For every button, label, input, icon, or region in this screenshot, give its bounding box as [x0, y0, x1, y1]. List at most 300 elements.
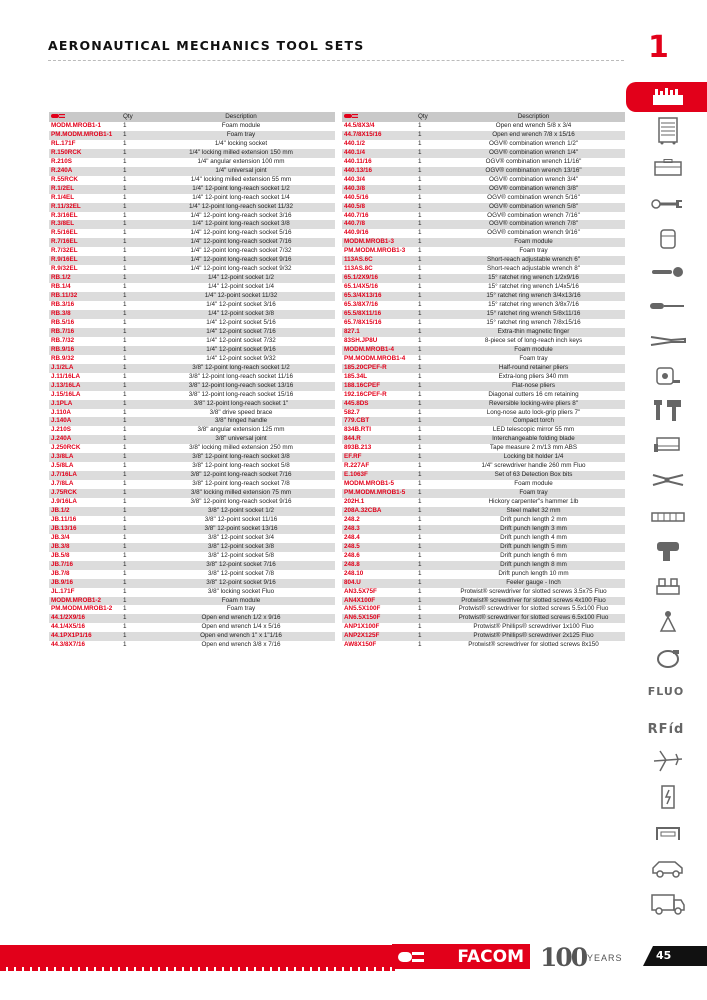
- quantity: 1: [117, 203, 147, 212]
- quantity: 1: [418, 139, 422, 147]
- part-reference: 44.1/2X9/16: [49, 614, 117, 623]
- hose-clamp-icon[interactable]: [646, 648, 690, 670]
- description: 1/4" 12-point long-reach socket 1/2: [147, 185, 335, 194]
- quantity: 1: [117, 346, 147, 355]
- part-reference: JB.7/16: [49, 561, 117, 570]
- description: Protwist® Phillips® screwdriver 2x125 Fluo: [442, 632, 625, 641]
- description: 3/8" 12-point socket 3/4: [208, 533, 274, 541]
- page-number: 45: [656, 949, 672, 962]
- part-reference: RB.1/4: [51, 283, 71, 291]
- table-row: [342, 319, 625, 328]
- part-reference: J.110A: [51, 408, 71, 416]
- quantity: 1: [123, 193, 127, 201]
- table-row: [342, 400, 625, 409]
- centenary-number: 100: [540, 943, 587, 972]
- part-reference: 440.5/16: [344, 193, 369, 201]
- quantity: 1: [123, 175, 127, 183]
- quantity: 1: [418, 301, 422, 309]
- part-reference: JB.9/16: [49, 579, 117, 588]
- table-row: [49, 274, 335, 283]
- table-row: [49, 301, 335, 310]
- description: Foam module: [442, 346, 625, 355]
- table-row: [342, 489, 625, 498]
- description: 1/4" universal joint: [147, 167, 335, 176]
- table-row: [342, 220, 625, 229]
- qty-header: Qty: [117, 112, 147, 122]
- quantity: 1: [123, 354, 127, 362]
- part-reference: 113AS.8C: [344, 265, 373, 273]
- quantity: 1: [418, 175, 422, 183]
- quantity: 1: [418, 336, 422, 344]
- table-row: [49, 417, 335, 426]
- quantity: 1: [123, 229, 127, 237]
- part-reference: AN3.5X75F: [344, 587, 377, 595]
- description: Protwist® screwdriver for slotted screws 3.5x75 Fluo: [460, 587, 607, 595]
- table-row: [342, 588, 625, 597]
- description: Steel mallet 32 mm: [442, 507, 625, 516]
- part-reference: EF.RF: [342, 453, 412, 462]
- quantity: 1: [123, 211, 127, 219]
- description: 3/8" universal joint: [147, 435, 335, 444]
- quantity: 1: [412, 417, 442, 426]
- vise-icon[interactable]: [646, 576, 690, 598]
- part-reference: JB.3/4: [51, 533, 70, 541]
- quantity: 1: [418, 569, 422, 577]
- truck-icon[interactable]: [646, 893, 690, 915]
- quantity: 1: [412, 328, 442, 337]
- description: 1/4" 12-point socket 1/2: [147, 274, 335, 283]
- table-row: [49, 623, 335, 632]
- description: 1/4" 12-point long-reach socket 5/16: [190, 229, 292, 237]
- table-row: [342, 498, 625, 507]
- table-row: [49, 265, 335, 274]
- part-reference: 844.R: [342, 435, 412, 444]
- part-reference: J.13/16LA: [49, 382, 117, 391]
- table-row: [49, 176, 335, 185]
- description: Open end wrench 3/8 x 7/16: [201, 641, 281, 649]
- table-row: [49, 409, 335, 418]
- description: Drift punch length 4 mm: [500, 533, 567, 541]
- part-reference: JB.1/2: [49, 507, 117, 516]
- description: Interchangeable folding blade: [442, 435, 625, 444]
- quantity: 1: [117, 256, 147, 265]
- table-row: [49, 534, 335, 543]
- table-row: [49, 238, 335, 247]
- quantity: 1: [123, 408, 127, 416]
- part-reference: PM.MODM.MROB1-5: [342, 489, 412, 498]
- tape-measure-icon[interactable]: [646, 365, 690, 387]
- description: Protwist® screwdriver for slotted screws 8x150: [468, 641, 599, 649]
- description: 1/4" angular extension 100 mm: [197, 157, 285, 165]
- part-reference: R.5/16EL: [51, 229, 78, 237]
- table-row: [49, 194, 335, 203]
- air-tool-icon[interactable]: [646, 540, 690, 562]
- part-reference: 44.1/4X5/16: [51, 623, 85, 631]
- part-reference: J.140A: [49, 417, 117, 426]
- table-row: [49, 212, 335, 221]
- part-reference: MODM.MROB1-5: [344, 480, 395, 488]
- part-reference: 248.4: [344, 533, 360, 541]
- screwdriver-icon[interactable]: [646, 295, 690, 317]
- quantity: 1: [123, 551, 127, 559]
- description: OGV® combination wrench 7/8": [442, 220, 625, 229]
- table-row: [49, 391, 335, 400]
- quantity: 1: [117, 453, 147, 462]
- description: Protwist® screwdriver for slotted screws 6.5x100 Fluo: [442, 614, 625, 623]
- table-row: [342, 641, 625, 650]
- description: Reversible locking-wire pliers 8": [442, 400, 625, 409]
- description: 3/8" 12-point long-reach socket 7/8: [192, 480, 290, 488]
- description: Open end wrench 1" x 1"1/16: [147, 632, 335, 641]
- table-row: [49, 444, 335, 453]
- part-reference: PM.MODM.MROB1-3: [344, 247, 406, 255]
- description: OGV® combination wrench 3/4": [488, 175, 579, 183]
- table-row: [49, 256, 335, 265]
- quantity: 1: [412, 274, 442, 283]
- parts-table-right: [342, 112, 625, 650]
- description: OGV® combination wrench 11/16": [485, 157, 582, 165]
- part-reference: RB.7/32: [51, 336, 75, 344]
- quantity: 1: [117, 310, 147, 319]
- description: Foam tray: [226, 605, 256, 613]
- description: 1/4" locking socket: [214, 139, 268, 147]
- socket-icon[interactable]: [646, 228, 690, 250]
- description: Extra-thin magnetic finger: [442, 328, 625, 337]
- car-icon[interactable]: [646, 858, 690, 880]
- part-reference: 248.8: [342, 561, 412, 570]
- quantity: 1: [412, 382, 442, 391]
- table-row: [342, 167, 625, 176]
- table-row: [49, 614, 335, 623]
- quantity: 1: [412, 525, 442, 534]
- table-row: [342, 561, 625, 570]
- fluo-label[interactable]: FLUO: [647, 685, 685, 698]
- table-row: [342, 605, 625, 614]
- table-row: [49, 382, 335, 391]
- airplane-icon[interactable]: [646, 750, 690, 772]
- description: Short-reach adjustable wrench 8": [487, 265, 580, 273]
- table-row: [49, 543, 335, 552]
- table-row: [49, 167, 335, 176]
- table-row: [49, 355, 335, 364]
- part-reference: J.7/8LA: [51, 480, 74, 488]
- description: OGV® combination wrench 1/4": [442, 149, 625, 158]
- quantity: 1: [123, 444, 127, 452]
- part-reference: J.9/16LA: [51, 498, 77, 506]
- part-reference: 440.3/8: [342, 185, 412, 194]
- description: 1/4" 12-point socket 3/16: [206, 301, 276, 309]
- part-reference: 65.7/8X15/16: [344, 318, 382, 326]
- quantity: 1: [117, 632, 147, 641]
- part-reference: 834B.RTI: [344, 426, 371, 434]
- quantity: 1: [123, 390, 127, 398]
- description: Foam tray: [519, 247, 548, 255]
- table-row: [342, 632, 625, 641]
- quantity: 1: [117, 131, 147, 140]
- description: 3/8" 12-point long-reach socket 15/16: [188, 390, 294, 398]
- cleaning-icon[interactable]: [646, 611, 690, 633]
- description: 8-piece set of long-reach inch keys: [484, 336, 583, 344]
- facom-mark-icon: [398, 950, 424, 964]
- part-reference: J.11/16LA: [51, 372, 81, 380]
- part-reference: 208A.32CBA: [342, 507, 412, 516]
- part-reference: JB.7/8: [51, 569, 70, 577]
- quantity: 1: [117, 525, 147, 534]
- quantity: 1: [418, 122, 422, 129]
- wrench-icon[interactable]: [646, 193, 690, 215]
- part-reference: J.75RCK: [49, 489, 117, 498]
- table-row: [342, 131, 625, 140]
- table-row: [342, 435, 625, 444]
- quantity: 1: [418, 462, 422, 470]
- quantity: 1: [123, 569, 127, 577]
- table-row: [49, 400, 335, 409]
- part-reference: J.250RCK: [51, 444, 81, 452]
- description: Hickory carpenter"s hammer 1lb: [488, 498, 579, 506]
- quantity: 1: [123, 157, 127, 165]
- description: Drift punch length 2 mm: [500, 515, 567, 523]
- description: Diagonal cutters 16 cm retaining: [488, 390, 579, 398]
- description: 15° ratchet ring wrench 1/2x9/16: [442, 274, 625, 283]
- table-row: [342, 194, 625, 203]
- part-reference: R.7/32EL: [51, 247, 78, 255]
- table-header-row: [342, 112, 625, 122]
- quantity: 1: [117, 185, 147, 194]
- part-reference: 83SH.JP8U: [344, 336, 378, 344]
- part-reference: AN5.5X100F: [344, 605, 381, 613]
- table-row: [49, 220, 335, 229]
- description: Set of 63 Detection Box bits: [442, 471, 625, 480]
- quantity: 1: [117, 579, 147, 588]
- quantity: 1: [123, 623, 127, 631]
- table-row: [342, 471, 625, 480]
- part-reference: 65.1/2X9/16: [342, 274, 412, 283]
- part-reference: 893B.213: [344, 444, 372, 452]
- facom-mark-icon: [49, 112, 117, 122]
- description: 3/8" 12-point long-reach socket 11/16: [189, 372, 293, 380]
- part-reference: 44.7/8X15/16: [342, 131, 412, 140]
- description: Compact torch: [442, 417, 625, 426]
- table-row: [342, 274, 625, 283]
- tool-cabinet-icon[interactable]: [646, 120, 690, 142]
- table-row: [342, 203, 625, 212]
- table-row: [49, 632, 335, 641]
- description: OGV® combination wrench 5/16": [487, 193, 580, 201]
- description: 3/8" 12-point long-reach socket 7/16: [147, 471, 335, 480]
- table-row: [49, 516, 335, 525]
- description: Foam module: [221, 122, 261, 129]
- quantity: 1: [117, 238, 147, 247]
- part-reference: 440.7/16: [344, 211, 369, 219]
- part-reference: 440.1/2: [344, 139, 366, 147]
- rfid-label[interactable]: RFíd: [647, 722, 685, 737]
- table-row: [49, 346, 335, 355]
- part-reference: R.227AF: [344, 462, 370, 470]
- part-reference: E.1063F: [342, 471, 412, 480]
- description: 3/8" 12-point socket 13/16: [147, 525, 335, 534]
- description: Feeler gauge - Inch: [442, 579, 625, 588]
- table-row: [342, 579, 625, 588]
- quantity: 1: [418, 283, 422, 291]
- table-row: [342, 444, 625, 453]
- quantity: 1: [123, 426, 127, 434]
- table-row: [49, 149, 335, 158]
- tool-box-icon[interactable]: [646, 157, 690, 179]
- quantity: 1: [412, 435, 442, 444]
- quantity: 1: [123, 498, 127, 506]
- part-reference: R.240A: [49, 167, 117, 176]
- quantity: 1: [418, 498, 422, 506]
- part-reference: AW8X150F: [344, 641, 377, 649]
- quantity: 1: [123, 247, 127, 255]
- quantity: 1: [418, 390, 422, 398]
- description: OGV® combination wrench 13/16": [442, 167, 625, 176]
- quantity: 1: [117, 507, 147, 516]
- table-row: [49, 426, 335, 435]
- quantity: 1: [117, 167, 147, 176]
- part-reference: R.210S: [51, 157, 73, 165]
- description: 3/8" 12-point long-reach socket 13/16: [147, 382, 335, 391]
- description: Protwist® Phillips® screwdriver 1x100 Fluo: [473, 623, 594, 631]
- table-row: [342, 543, 625, 552]
- description: 1/4" screwdriver handle 260 mm Fluo: [481, 462, 586, 470]
- part-reference: 440.3/4: [344, 175, 366, 183]
- quantity: 1: [412, 203, 442, 212]
- part-reference: JB.11/16: [51, 515, 77, 523]
- table-row: [342, 247, 625, 256]
- quantity: 1: [117, 364, 147, 373]
- description: 3/8" drive speed brace: [209, 408, 273, 416]
- part-reference: 44.3/8X7/16: [51, 641, 85, 649]
- description: 3/8" 12-point socket 7/8: [208, 569, 274, 577]
- electrical-icon[interactable]: [646, 786, 690, 808]
- description: OGV® combination wrench 3/8": [442, 185, 625, 194]
- quantity: 1: [123, 533, 127, 541]
- part-reference: PM.MODM.MROB1-1: [49, 131, 117, 140]
- quantity: 1: [418, 551, 422, 559]
- quantity: 1: [117, 597, 147, 606]
- years-label: YEARS: [587, 953, 623, 963]
- quantity: 1: [117, 382, 147, 391]
- table-row: [49, 605, 335, 614]
- table-row: [49, 229, 335, 238]
- quantity: 1: [117, 274, 147, 283]
- part-reference: ANP1X100F: [344, 623, 380, 631]
- table-row: [342, 283, 625, 292]
- bit-set-icon[interactable]: [646, 506, 690, 528]
- part-reference: R.55RCK: [51, 175, 78, 183]
- quantity: 1: [412, 167, 442, 176]
- hammer-icon[interactable]: [646, 399, 690, 421]
- part-reference: 44.5/8X3/4: [344, 122, 375, 129]
- tool-set-icon: [646, 86, 690, 108]
- table-row: [49, 122, 335, 131]
- description: OGV® combination wrench 1/2": [488, 139, 579, 147]
- quantity: 1: [412, 579, 442, 588]
- description: Open end wrench 1/4 x 5/16: [201, 623, 281, 631]
- clamp-icon[interactable]: [646, 822, 690, 844]
- part-reference: MODM.MROB1-4: [342, 346, 412, 355]
- table-row: [49, 507, 335, 516]
- table-row: [49, 588, 335, 597]
- description: Drift punch length 6 mm: [500, 551, 567, 559]
- table-row: [49, 310, 335, 319]
- part-reference: R.1/4EL: [51, 193, 75, 201]
- table-row: [342, 301, 625, 310]
- footer-band: [0, 945, 395, 967]
- part-reference: 440.1/4: [342, 149, 412, 158]
- pliers-icon[interactable]: [646, 330, 690, 352]
- table-row: [342, 176, 625, 185]
- quantity: 1: [412, 256, 442, 265]
- description: Drift punch length 8 mm: [442, 561, 625, 570]
- part-reference: JB.13/16: [49, 525, 117, 534]
- quantity: 1: [418, 372, 422, 380]
- crimper-icon[interactable]: [646, 469, 690, 491]
- table-row: [342, 516, 625, 525]
- quantity: 1: [412, 364, 442, 373]
- part-reference: AN4X100F: [342, 597, 412, 606]
- hacksaw-icon[interactable]: [646, 433, 690, 455]
- quantity: 1: [123, 480, 127, 488]
- table-row: [342, 552, 625, 561]
- quantity: 1: [123, 587, 127, 595]
- quantity: 1: [412, 543, 442, 552]
- description-header: Description: [147, 112, 335, 122]
- part-reference: 202H.1: [344, 498, 365, 506]
- description-header: Description: [442, 112, 625, 122]
- table-header-row: [49, 112, 335, 122]
- quantity: 1: [117, 149, 147, 158]
- table-row: [342, 212, 625, 221]
- description: 1/4" 12-point socket 9/32: [206, 354, 276, 362]
- quantity: 1: [117, 543, 147, 552]
- description: 1/4" 12-point long-reach socket 9/32: [190, 265, 292, 273]
- quantity: 1: [117, 561, 147, 570]
- quantity: 1: [412, 131, 442, 140]
- description: 3/8" hinged handle: [147, 417, 335, 426]
- description: Short-reach adjustable wrench 6": [442, 256, 625, 265]
- quantity: 1: [123, 515, 127, 523]
- part-reference: R.11/32EL: [49, 203, 117, 212]
- ratchet-icon[interactable]: [646, 261, 690, 283]
- part-reference: RB.9/16: [49, 346, 117, 355]
- quantity: 1: [117, 489, 147, 498]
- table-row: [342, 355, 625, 364]
- part-reference: 185.34L: [344, 372, 368, 380]
- description: Half-round retainer pliers: [442, 364, 625, 373]
- quantity: 1: [418, 247, 422, 255]
- part-reference: 185.20CPEF-R: [342, 364, 412, 373]
- table-row: [49, 489, 335, 498]
- quantity: 1: [418, 265, 422, 273]
- quantity: 1: [412, 220, 442, 229]
- description: 1/4" 12-point socket 1/4: [208, 283, 274, 291]
- parts-table-left: [49, 112, 335, 650]
- table-row: [49, 597, 335, 606]
- description: 1/4" 12-point socket 11/32: [147, 292, 335, 301]
- description: Protwist® screwdriver for slotted screws 4x100 Fluo: [442, 597, 625, 606]
- description: Foam tray: [147, 131, 335, 140]
- table-row: [342, 373, 625, 382]
- quantity: 1: [412, 310, 442, 319]
- table-row: [49, 561, 335, 570]
- table-row: [49, 319, 335, 328]
- page-number-tab: [643, 946, 707, 966]
- description: 1/4" 12-point socket 7/32: [206, 336, 276, 344]
- brand-logo: [392, 944, 530, 969]
- description: Foam tray: [442, 489, 625, 498]
